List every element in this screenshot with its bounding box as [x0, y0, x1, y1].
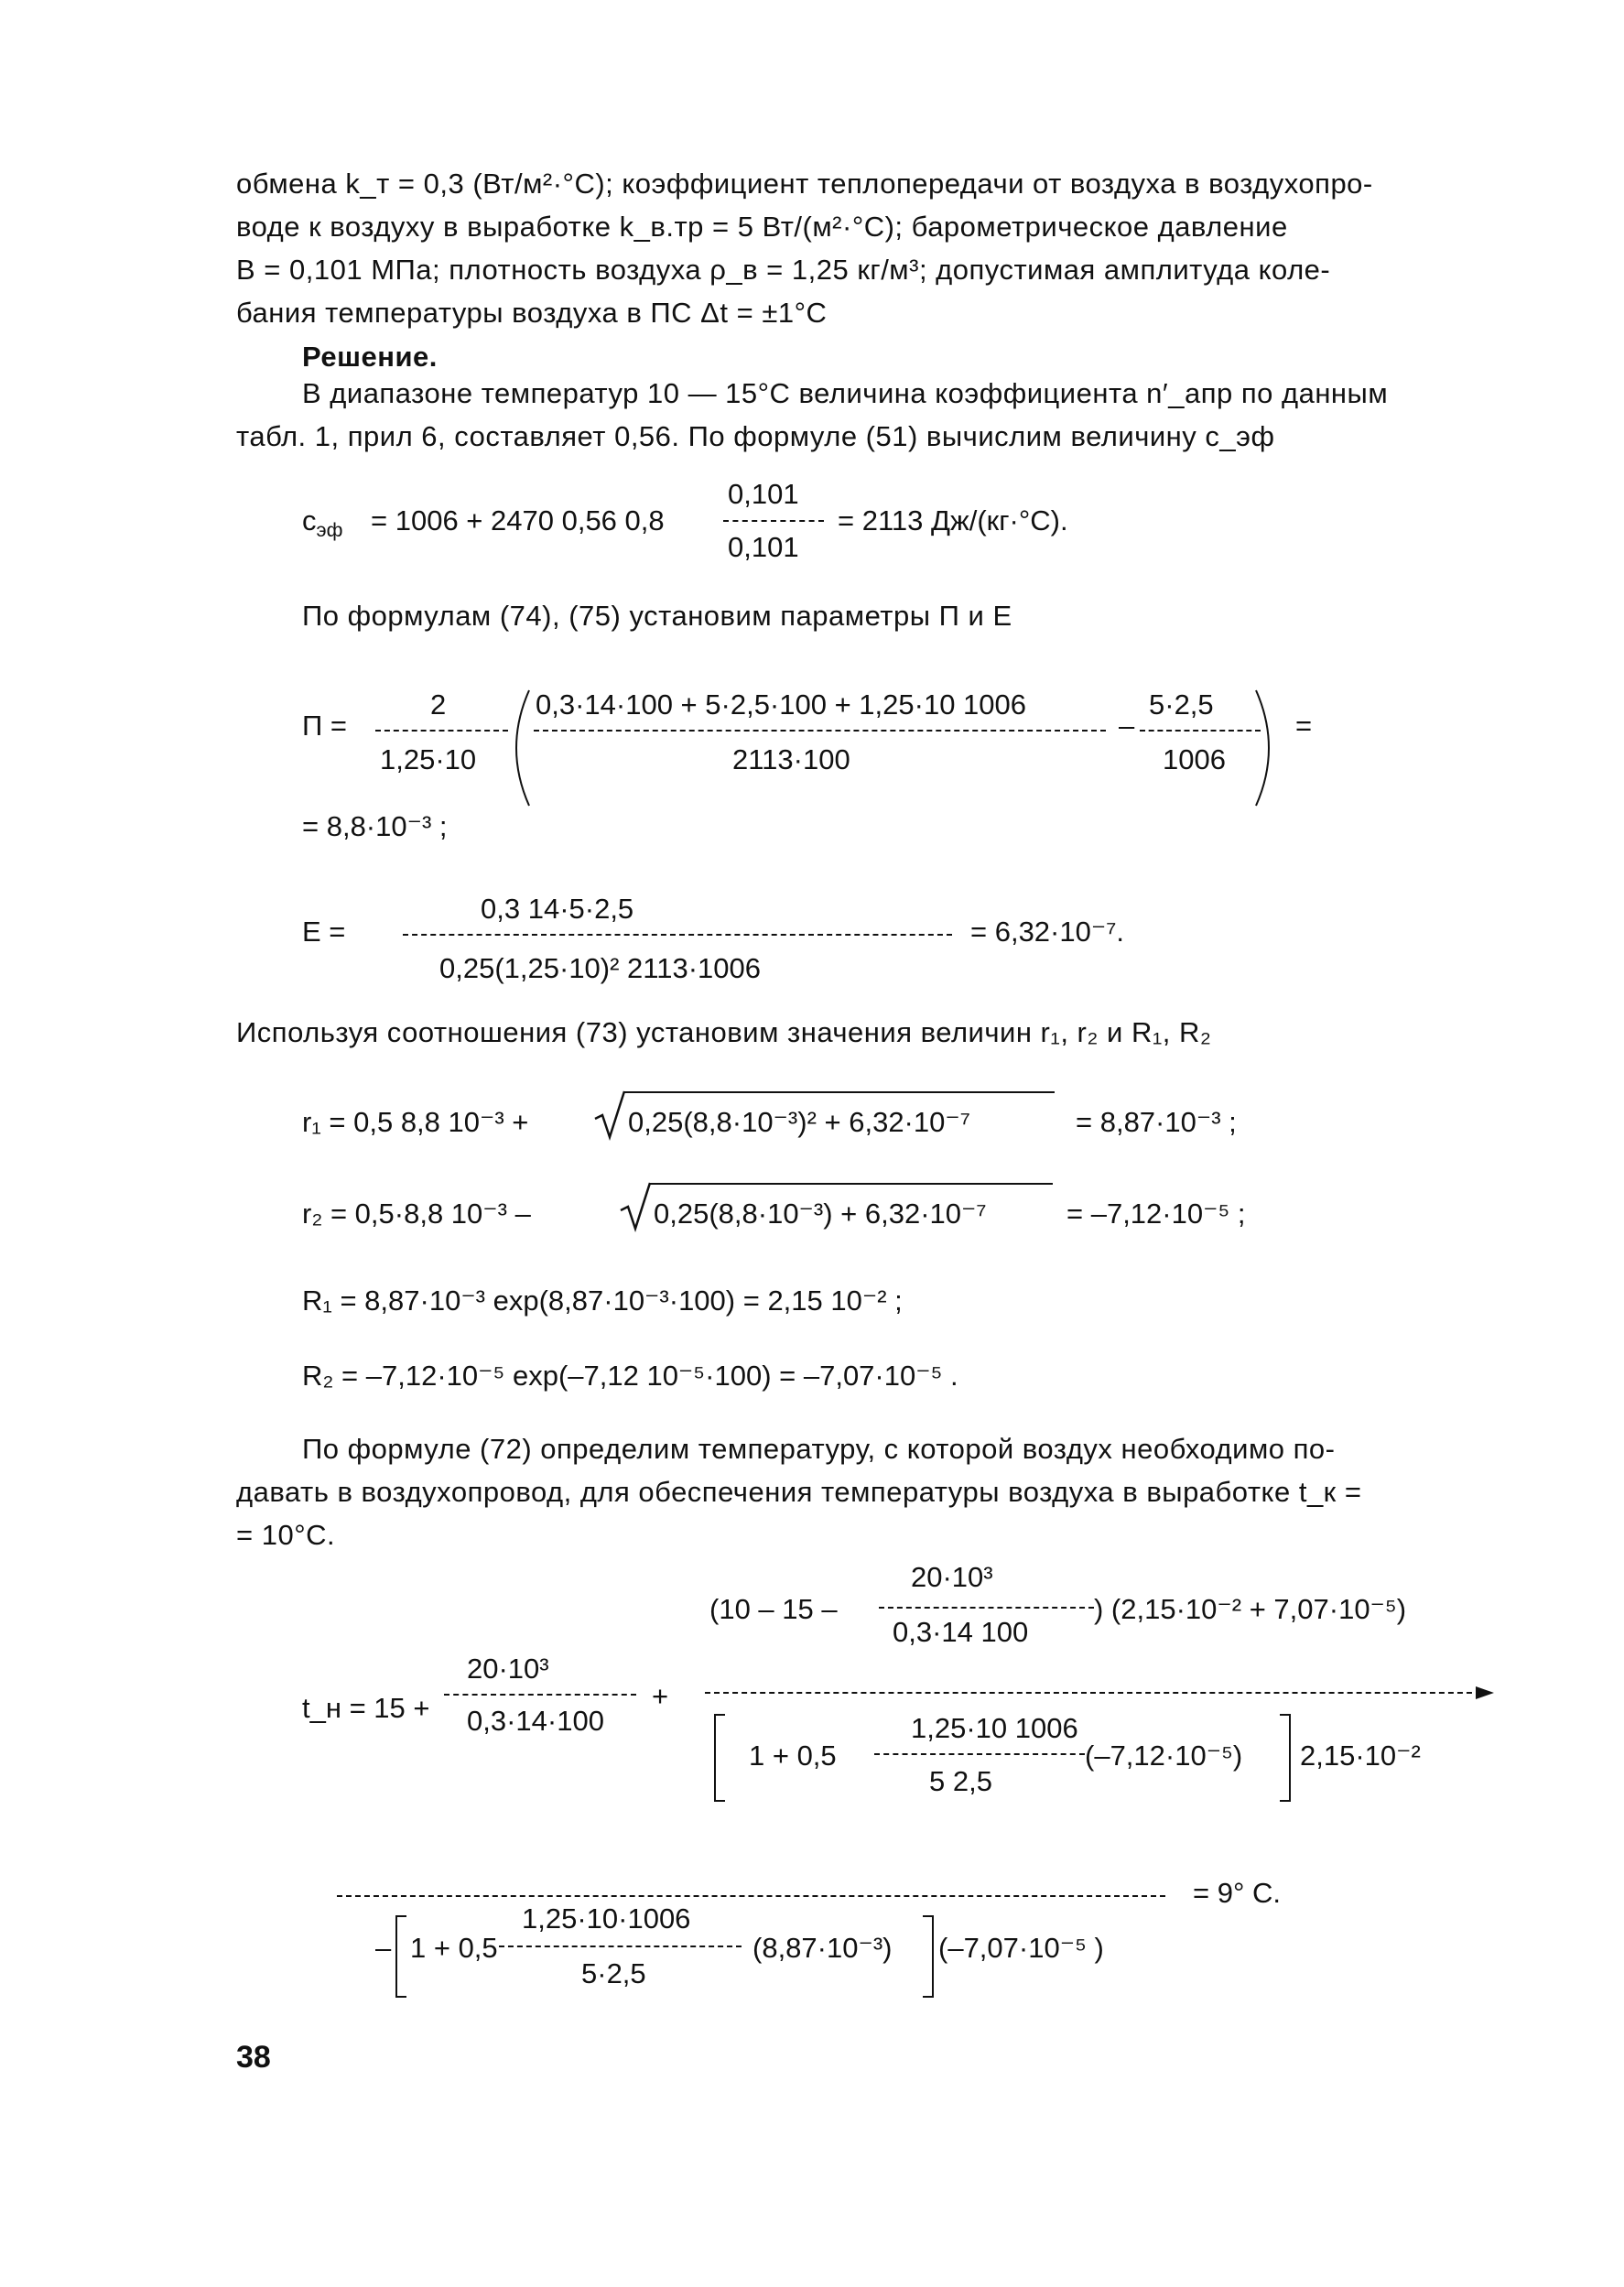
P-bar1 — [375, 730, 508, 732]
tn-cont-c: (–7,07·10⁻⁵ ) — [938, 1932, 1104, 1964]
continuation-arrow-icon — [1476, 1683, 1496, 1703]
P-equals: = — [1295, 710, 1313, 742]
r1-root: 0,25(8,8·10⁻³)² + 6,32·10⁻⁷ — [628, 1106, 970, 1138]
P-num2: 0,3·14·100 + 5·2,5·100 + 1,25·10 1006 — [536, 688, 1027, 721]
para4-line-2: давать в воздухопровод, для обеспечения температуры воздуха в выработке t_к = — [236, 1476, 1362, 1508]
tn-top-frac-den: 0,3·14 100 — [893, 1616, 1029, 1648]
tn-cont-a: 1 + 0,5 — [410, 1932, 498, 1964]
tn-bot-left-bracket — [714, 1714, 725, 1802]
tn-cont-left-bracket — [395, 1915, 406, 1998]
tn-cont-frac-bar — [499, 1946, 742, 1947]
r1-sqrt-bar — [624, 1091, 1055, 1093]
tn-bot-a: 1 + 0,5 — [749, 1740, 837, 1772]
tn-main-fraction-bar — [705, 1692, 1481, 1694]
r2-root: 0,25(8,8·10⁻³) + 6,32·10⁻⁷ — [654, 1198, 987, 1230]
ceff-mid: = 1006 + 2470 0,56 0,8 — [371, 504, 665, 537]
tn-cont-frac-den: 5·2,5 — [581, 1957, 646, 1989]
para1-line-1: В диапазоне температур 10 — 15°С величина коэффициента n′_апр по данным — [302, 377, 1389, 409]
r2-sqrt-sign — [619, 1181, 652, 1232]
tn-top-frac-bar — [879, 1607, 1094, 1609]
tn-bot-right-bracket — [1280, 1714, 1291, 1802]
intro-line-3: В = 0,101 МПа; плотность воздуха ρ_в = 1,25 кг/м³; допустимая амплитуда коле- — [236, 254, 1331, 286]
tn-cont-fraction-bar — [337, 1895, 1165, 1897]
P-bar2 — [534, 730, 1106, 732]
E-denominator: 0,25(1,25·10)² 2113·1006 — [439, 952, 762, 984]
r1-rhs: = 8,87·10⁻³ ; — [1076, 1106, 1237, 1138]
E-lhs: Е = — [302, 916, 346, 948]
r1-sqrt-sign — [593, 1089, 626, 1141]
P-lhs: П = — [302, 710, 347, 742]
r2-sqrt-bar — [650, 1183, 1053, 1185]
P-bar3 — [1140, 730, 1261, 732]
para4-line-3: = 10°С. — [236, 1519, 336, 1551]
tn-cont-b: (8,87·10⁻³) — [752, 1932, 893, 1964]
ceff-denominator: 0,101 — [728, 531, 799, 563]
P-minus: – — [1119, 710, 1135, 742]
P-num1: 2 — [430, 688, 447, 721]
P-den1: 1,25·10 — [380, 743, 477, 775]
ceff-numerator: 0,101 — [728, 478, 799, 510]
tn-frac-bar — [444, 1694, 636, 1696]
solution-heading: Решение. — [302, 341, 438, 373]
para1-line-2: табл. 1, прил 6, составляет 0,56. По формуле (51) вычислим величину с_эф — [236, 420, 1275, 452]
P-left-paren — [502, 688, 533, 807]
E-numerator: 0,3 14·5·2,5 — [481, 893, 634, 925]
tn-bot-b: (–7,12·10⁻⁵) — [1085, 1740, 1243, 1772]
P-result: = 8,8·10⁻³ ; — [302, 810, 448, 842]
intro-line-4: бания температуры воздуха в ПС Δt = ±1°С — [236, 297, 828, 329]
tn-cont-right-bracket — [923, 1915, 934, 1998]
E-fraction-bar — [403, 934, 952, 936]
page-number: 38 — [236, 2040, 271, 2075]
tn-result: = 9° С. — [1193, 1877, 1281, 1909]
r2-lhs: r₂ = 0,5·8,8 10⁻³ – — [302, 1198, 531, 1230]
tn-bot-frac-den: 5 2,5 — [929, 1765, 992, 1797]
para2: По формулам (74), (75) установим параметры П и Е — [302, 600, 1012, 632]
tn-plus: + — [652, 1680, 669, 1712]
tn-bot-frac-bar — [874, 1753, 1085, 1755]
intro-line-1: обмена k_т = 0,3 (Вт/м²·°С); коэффициент теплопередачи от воздуха в воздухопро- — [236, 168, 1373, 200]
r1-lhs: r₁ = 0,5 8,8 10⁻³ + — [302, 1106, 529, 1138]
tn-top-a: (10 – 15 – — [709, 1593, 838, 1625]
para4-line-1: По формуле (72) определим температуру, с которой воздух необходимо по- — [302, 1433, 1336, 1465]
tn-frac-num: 20·10³ — [467, 1653, 549, 1685]
P-right-paren — [1252, 688, 1283, 807]
ceff-lhs: $с_{эф}$ — [302, 504, 343, 542]
tn-frac-den: 0,3·14·100 — [467, 1705, 604, 1737]
tn-cont-frac-num: 1,25·10·1006 — [522, 1902, 691, 1935]
r2-rhs: = –7,12·10⁻⁵ ; — [1066, 1198, 1246, 1230]
P-den2: 2113·100 — [732, 743, 850, 775]
P-num3: 5·2,5 — [1149, 688, 1214, 721]
para3: Используя соотношения (73) установим значения величин r₁, r₂ и R₁, R₂ — [236, 1016, 1212, 1048]
tn-top-b: ) (2,15·10⁻² + 7,07·10⁻⁵) — [1094, 1593, 1407, 1625]
P-den3: 1006 — [1163, 743, 1226, 775]
E-rhs: = 6,32·10⁻⁷. — [970, 916, 1125, 948]
tn-lhs: t_н = 15 + — [302, 1692, 430, 1724]
tn-top-frac-num: 20·10³ — [911, 1561, 993, 1593]
equation-R2: R₂ = –7,12·10⁻⁵ exp(–7,12 10⁻⁵·100) = –7,07·10⁻⁵ . — [302, 1360, 958, 1392]
ceff-rhs: = 2113 Дж/(кг·°С). — [838, 504, 1068, 537]
intro-line-2: воде к воздуху в выработке k_в.тр = 5 Вт/(м²·°С); барометрическое давление — [236, 211, 1288, 243]
tn-cont-minus: – — [375, 1932, 392, 1964]
tn-bot-frac-num: 1,25·10 1006 — [911, 1712, 1078, 1744]
tn-bot-c: 2,15·10⁻² — [1300, 1740, 1421, 1772]
equation-R1: R₁ = 8,87·10⁻³ exp(8,87·10⁻³·100) = 2,15 10⁻² ; — [302, 1284, 903, 1317]
ceff-fraction-bar — [723, 520, 824, 522]
